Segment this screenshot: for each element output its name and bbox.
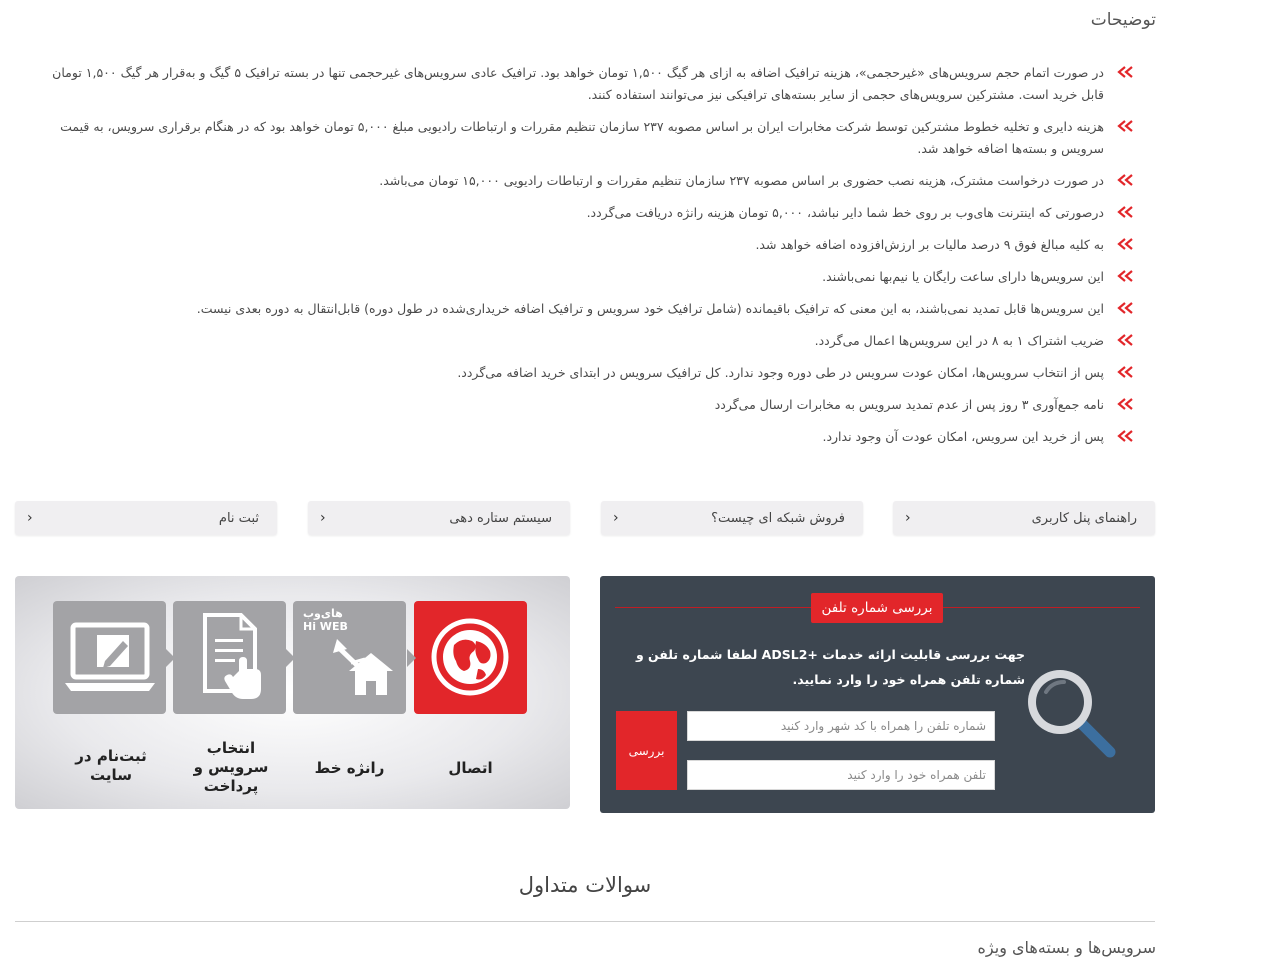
list-item: [31, 170, 1136, 192]
globe-icon: [414, 601, 527, 714]
double-chevron-icon: [1116, 205, 1136, 219]
list-item-text: به کلیه مبالغ فوق ۹ درصد مالیات بر ارزش‌افزوده اضافه خواهد شد.: [755, 237, 1104, 252]
double-chevron-icon: [1116, 365, 1136, 379]
phone-check-title: بررسی شماره تلفن: [811, 593, 943, 623]
check-button[interactable]: بررسی: [616, 711, 677, 790]
link-user-panel-guide[interactable]: [893, 501, 1155, 535]
phone-check-text: جهت بررسی قابلیت ارائه خدمات +ADSL2 لطفا شماره تلفن و شماره تلفن همراه خود را وارد نمایید.: [635, 647, 1025, 687]
link-network-sales[interactable]: [601, 501, 863, 535]
step-arrow: [407, 649, 416, 667]
list-item-text: در صورت درخواست مشترک، هزینه نصب حضوری بر اساس مصوبه ۲۳۷ سازمان تنظیم مقررات و ارتباطات رادیویی ۱۵,۰۰۰ تومان می‌باشد.: [379, 173, 1104, 188]
quick-links: [15, 501, 1155, 535]
list-item-text: پس از انتخاب سرویس‌ها، امکان عودت سرویس در طی دوره وجود ندارد. کل ترافیک سرویس در ابتدای خرید اضافه می‌گردد.: [457, 365, 1104, 380]
link-register[interactable]: [15, 501, 277, 535]
double-chevron-icon: [1116, 173, 1136, 187]
link-star-system[interactable]: [308, 501, 570, 535]
step-ranzhe: [293, 601, 406, 714]
list-item: [31, 298, 1136, 320]
double-chevron-icon: [1116, 333, 1136, 347]
link-label: راهنمای پنل کاربری: [1031, 510, 1137, 526]
mobile-input[interactable]: [687, 760, 995, 790]
double-chevron-icon: [1116, 397, 1136, 411]
step-connect: [414, 601, 527, 714]
link-label: فروش شبکه ای چیست؟: [711, 510, 845, 526]
list-item-text: در صورت اتمام حجم سرویس‌های «غیرحجمی»، هزینه ترافیک اضافه به ازای هر گیگ ۱,۵۰۰ تومان خواهد بود. ترافیک عادی سرویس‌های غیرحجمی تنها در بسته ترافیک ۵ گیگ و به‌قرار هر گیگ ۱,۵۰۰ تومان قابل خرید است. مشترکین سرویس‌های حجمی از سایر بسته‌های ترافیکی نیز می‌توانند استفاده کنند.: [52, 65, 1104, 102]
description-list: [31, 62, 1136, 458]
brand-fa: های‌وب: [303, 607, 343, 620]
step-arrow: [166, 649, 175, 667]
description-title: توضیحات: [1090, 10, 1156, 30]
list-item: [31, 266, 1136, 288]
step-label: انتخاب سرویس و پرداخت: [193, 739, 269, 795]
step-arrow: [286, 649, 295, 667]
list-item: [31, 234, 1136, 256]
step-label: رانژه خط: [314, 759, 385, 777]
list-item: [31, 116, 1136, 160]
document-hand-icon: [173, 601, 286, 714]
double-chevron-icon: [1116, 65, 1136, 79]
double-chevron-icon: [1116, 269, 1136, 283]
chevron-right-icon: ›: [905, 510, 911, 526]
list-item-text: هزینه دایری و تخلیه خطوط مشترکین توسط شرکت مخابرات ایران بر اساس مصوبه ۲۳۷ سازمان تنظیم مقررات و ارتباطات رادیویی مبلغ ۵,۰۰۰ تومان خواهد بود که در هنگام برقراری سرویس، به قیمت سرویس و بسته‌ها اضافه خواهد شد.: [60, 119, 1104, 156]
list-item-text: نامه جمع‌آوری ۳ روز پس از عدم تمدید سرویس به مخابرات ارسال می‌گردد: [714, 397, 1104, 412]
list-item: [31, 330, 1136, 352]
chevron-right-icon: ›: [27, 510, 33, 526]
step-label: ثبت‌نام در سایت: [75, 747, 147, 784]
step-label: اتصال: [448, 759, 493, 777]
list-item-text: این سرویس‌ها دارای ساعت رایگان یا نیم‌بها نمی‌باشند.: [822, 269, 1104, 284]
chevron-right-icon: ›: [320, 510, 326, 526]
step-select-service: [173, 601, 286, 714]
divider: [15, 921, 1155, 922]
double-chevron-icon: [1116, 119, 1136, 133]
link-label: ثبت نام: [218, 510, 259, 526]
phone-check-panel: [600, 576, 1155, 813]
brand-en: Hi WEB: [303, 620, 348, 633]
magnifier-icon: [1020, 662, 1120, 762]
chevron-right-icon: ›: [613, 510, 619, 526]
list-item-text: پس از خرید این سرویس، امکان عودت آن وجود ندارد.: [822, 429, 1104, 444]
list-item: [31, 394, 1136, 416]
double-chevron-icon: [1116, 429, 1136, 443]
laptop-pen-icon: [53, 601, 166, 714]
link-label: سیستم ستاره دهی: [449, 510, 552, 526]
faq-subtitle[interactable]: سرویس‌ها و بسته‌های ویژه: [977, 938, 1156, 957]
double-chevron-icon: [1116, 301, 1136, 315]
step-register: [53, 601, 166, 714]
faq-title: سوالات متداول: [518, 873, 652, 897]
list-item: [31, 426, 1136, 448]
list-item-text: ضریب اشتراک ۱ به ۸ در این سرویس‌ها اعمال می‌گردد.: [814, 333, 1104, 348]
list-item: [31, 362, 1136, 384]
phone-input[interactable]: [687, 711, 995, 741]
list-item-text: این سرویس‌ها قابل تمدید نمی‌باشند، به این معنی که ترافیک باقیمانده (شامل ترافیک خود سرویس و ترافیک اضافه خریداری‌شده در طول دوره) قابل‌انتقال به دوره بعدی نیست.: [196, 301, 1104, 316]
double-chevron-icon: [1116, 237, 1136, 251]
steps-banner[interactable]: [15, 576, 570, 809]
list-item: [31, 62, 1136, 106]
list-item: [31, 202, 1136, 224]
list-item-text: درصورتی که اینترنت های‌وب بر روی خط شما دایر نباشد، ۵,۰۰۰ تومان هزینه رانژه دریافت می‌گردد.: [586, 205, 1104, 220]
